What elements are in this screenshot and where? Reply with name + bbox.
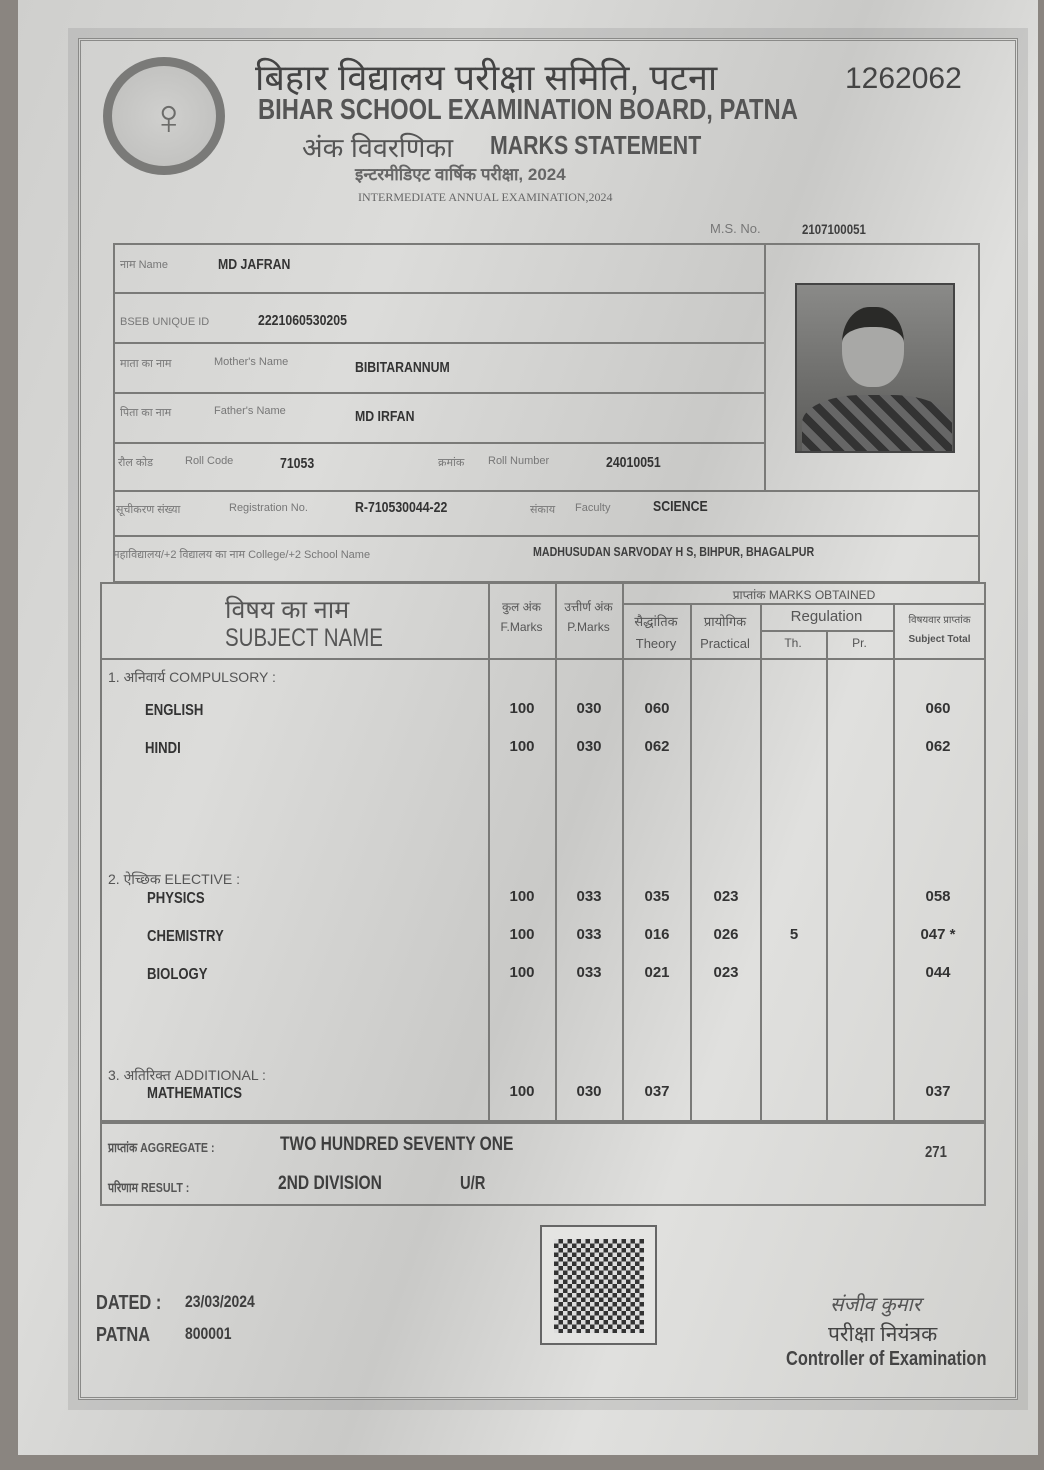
- subject-header: SUBJECT NAME: [225, 624, 383, 652]
- name-label: नाम Name: [120, 259, 168, 271]
- faculty-label-hindi: संकाय: [530, 504, 556, 516]
- mark-pm: 030: [576, 738, 602, 755]
- theory-header: Theory: [635, 636, 677, 651]
- registration-label: Registration No.: [229, 502, 308, 514]
- subject-name: ENGLISH: [145, 702, 204, 719]
- result-category: U/R: [460, 1173, 486, 1193]
- mark-theory: 037: [644, 1083, 670, 1100]
- mark-practical: 023: [713, 964, 739, 981]
- controller-signature: संजीव कुमार: [830, 1294, 921, 1316]
- roll-number-label: Roll Number: [488, 455, 550, 467]
- mother-name: BIBITARANNUM: [355, 359, 450, 376]
- subject-name: MATHEMATICS: [147, 1085, 242, 1102]
- unique-id-label: BSEB UNIQUE ID: [120, 316, 210, 328]
- ms-no-value: 2107100051: [802, 221, 866, 237]
- registration-label-hindi: सूचीकरण संख्या: [116, 504, 181, 516]
- mark-total: 047 *: [920, 926, 956, 943]
- mark-fm: 100: [509, 738, 535, 755]
- father-label: Father's Name: [214, 405, 286, 417]
- aggregate-total: 271: [925, 1144, 947, 1161]
- practical-header-hindi: प्रायोगिक: [703, 614, 747, 629]
- regulation-th-header: Th.: [784, 636, 802, 650]
- regulation-header: Regulation: [790, 608, 863, 625]
- regulation-pr-header: Pr.: [852, 636, 867, 650]
- subject-header-hindi: विषय का नाम: [225, 596, 350, 624]
- city-label: PATNA: [96, 1324, 151, 1346]
- mark-pm: 033: [576, 926, 602, 943]
- mark-total: 060: [925, 700, 951, 717]
- mark-total: 037: [925, 1083, 951, 1100]
- ms-no-label: M.S. No.: [710, 221, 761, 236]
- exam-name-english: INTERMEDIATE ANNUAL EXAMINATION,2024: [358, 190, 613, 204]
- exam-name-hindi: इन्टरमीडिएट वार्षिक परीक्षा, 2024: [355, 165, 566, 184]
- practical-header: Practical: [700, 636, 750, 651]
- subject-group-label: 1. अनिवार्य COMPULSORY :: [108, 669, 276, 685]
- mark-total: 044: [925, 964, 951, 981]
- full-marks-header: F.Marks: [500, 620, 543, 634]
- subject-total-header: Subject Total: [908, 634, 971, 645]
- mark-theory: 062: [644, 738, 670, 755]
- registration-value: R-710530044-22: [355, 499, 448, 516]
- dated-label: DATED :: [96, 1292, 162, 1314]
- faculty-value: SCIENCE: [653, 498, 708, 515]
- mark-pm: 030: [576, 700, 602, 717]
- mark-pm: 030: [576, 1083, 602, 1100]
- mark-theory: 060: [644, 700, 670, 717]
- mark-theory: 035: [644, 888, 670, 905]
- qr-code: [540, 1225, 657, 1345]
- subject-group-label: 3. अतिरिक्त ADDITIONAL :: [108, 1067, 266, 1083]
- pin-code: 800001: [185, 1324, 232, 1343]
- mark-practical: 026: [713, 926, 739, 943]
- pass-marks-header: P.Marks: [567, 620, 610, 634]
- mark-pm: 033: [576, 888, 602, 905]
- mark-theory: 021: [644, 964, 670, 981]
- mark-theory: 016: [644, 926, 670, 943]
- controller-title-hindi: परीक्षा नियंत्रक: [828, 1323, 938, 1346]
- serial-number: 1262062: [845, 62, 962, 95]
- marks-obtained-header: प्राप्तांक MARKS OBTAINED: [732, 588, 876, 602]
- board-seal-logo: ♀: [103, 57, 225, 175]
- aggregate-words: TWO HUNDRED SEVENTY ONE: [280, 1134, 514, 1155]
- subject-name: HINDI: [145, 740, 181, 757]
- pass-marks-header-hindi: उत्तीर्ण अंक: [564, 600, 613, 614]
- statement-title-english: MARKS STATEMENT: [490, 130, 702, 160]
- mark-fm: 100: [509, 964, 535, 981]
- mark-fm: 100: [509, 700, 535, 717]
- result-division: 2ND DIVISION: [278, 1173, 382, 1194]
- faculty-label: Faculty: [575, 502, 611, 514]
- mark-fm: 100: [509, 888, 535, 905]
- mother-label: Mother's Name: [214, 356, 289, 368]
- unique-id-value: 2221060530205: [258, 312, 347, 329]
- subject-total-header-hindi: विषयवार प्राप्तांक: [908, 615, 971, 626]
- statement-title-hindi: अंक विवरणिका: [302, 133, 454, 163]
- mark-practical: 023: [713, 888, 739, 905]
- college-label: महाविद्यालय/+2 विद्यालय का नाम College/+2 School Name: [113, 549, 371, 561]
- board-title-hindi: बिहार विद्यालय परीक्षा समिति, पटना: [255, 57, 718, 98]
- father-name: MD IRFAN: [355, 408, 415, 425]
- subject-name: PHYSICS: [147, 890, 205, 907]
- student-photo: [795, 283, 955, 453]
- mark-fm: 100: [509, 1083, 535, 1100]
- aggregate-label: प्राप्तांक AGGREGATE :: [108, 1140, 215, 1155]
- mark-pm: 033: [576, 964, 602, 981]
- mark-th: 5: [789, 926, 799, 943]
- theory-header-hindi: सैद्धांतिक: [634, 614, 678, 629]
- summary-box: [100, 1122, 986, 1206]
- mother-label-hindi: माता का नाम: [120, 358, 172, 370]
- subject-name: CHEMISTRY: [147, 928, 224, 945]
- mark-total: 058: [925, 888, 951, 905]
- roll-number-value: 24010051: [606, 454, 661, 471]
- subject-name: BIOLOGY: [147, 966, 208, 983]
- roll-code-value: 71053: [280, 455, 315, 472]
- father-label-hindi: पिता का नाम: [120, 407, 172, 419]
- student-name: MD JAFRAN: [218, 256, 291, 273]
- controller-title: Controller of Examination: [786, 1348, 987, 1370]
- full-marks-header-hindi: कुल अंक: [501, 600, 542, 614]
- roll-code-label-hindi: रौल कोड: [118, 457, 154, 469]
- marks-table: [100, 582, 986, 1122]
- subject-group-label: 2. ऐच्छिक ELECTIVE :: [108, 871, 241, 887]
- board-title-english: BIHAR SCHOOL EXAMINATION BOARD, PATNA: [258, 94, 798, 126]
- mark-total: 062: [925, 738, 951, 755]
- issue-date: 23/03/2024: [185, 1292, 255, 1311]
- mark-fm: 100: [509, 926, 535, 943]
- roll-number-label-hindi: क्रमांक: [438, 457, 465, 469]
- result-label: परिणाम RESULT :: [108, 1180, 190, 1195]
- roll-code-label: Roll Code: [185, 455, 234, 467]
- college-value: MADHUSUDAN SARVODAY H S, BIHPUR, BHAGALPUR: [533, 544, 815, 559]
